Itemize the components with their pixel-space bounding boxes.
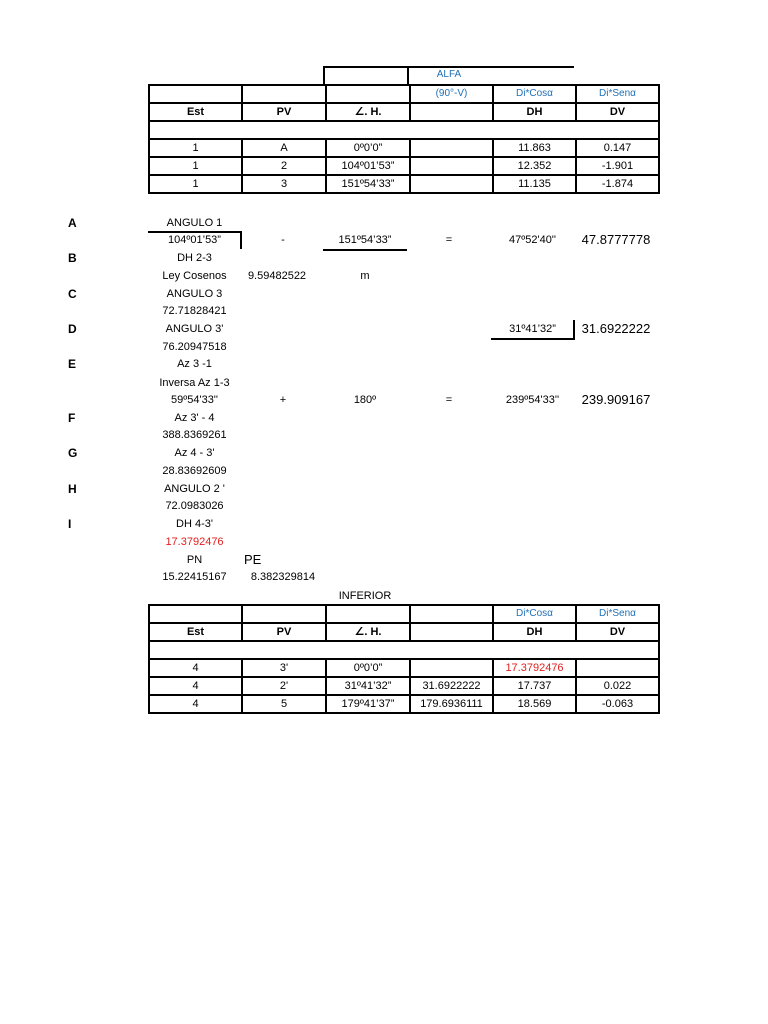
cell: 0.022 (576, 677, 659, 695)
cell: -0.063 (576, 695, 659, 713)
step-d-title: ANGULO 3' (165, 323, 224, 335)
pn-value: 15.22415167 (162, 571, 227, 583)
step-a-dec: 47.8777778 (581, 232, 651, 247)
step-d-res: 31º41’32” (509, 323, 556, 335)
cell: 1 (149, 157, 242, 175)
bottom-disen-label: Di*Senα (599, 608, 636, 619)
table-row (149, 659, 659, 677)
bottom-col-pv: PV (242, 623, 326, 641)
step-b-title: DH 2-3 (177, 252, 212, 264)
top-col-est: Est (149, 103, 242, 121)
cell: 11.135 (493, 175, 576, 193)
step-i-title: DH 4-3' (176, 518, 213, 530)
step-b-sub: Ley Cosenos (162, 270, 227, 282)
step-e-dec: 239.909167 (581, 392, 651, 407)
pe-value: 8.382329814 (250, 571, 316, 583)
cell: 12.352 (493, 157, 576, 175)
step-letter-e: E (68, 357, 77, 371)
top-col-blank (410, 103, 493, 121)
table-row (149, 695, 659, 713)
step-letter-a: A (68, 216, 77, 230)
alfa-label: ALFA (436, 69, 462, 80)
top-col-angle: ∠. H. (326, 103, 410, 121)
step-e-v1: 59º54'33'' (170, 394, 219, 406)
step-letter-g: G (68, 446, 78, 460)
step-letter-c: C (68, 287, 77, 301)
cell: 3 (242, 175, 326, 193)
bottom-data-table (148, 604, 660, 714)
step-a-v2: 151º54’33” (338, 234, 392, 246)
cell: 1 (149, 139, 242, 157)
cell (410, 157, 493, 175)
step-a-op: - (281, 234, 285, 246)
step-d-dec: 31.6922222 (581, 321, 651, 336)
step-g-title: Az 4 - 3' (174, 447, 215, 459)
cell: 2 (242, 157, 326, 175)
bottom-col-dh: DH (493, 623, 576, 641)
alfa-sub: (90°-V) (435, 88, 468, 99)
cell (410, 659, 493, 677)
step-letter-i: I (68, 517, 72, 531)
cell (576, 659, 659, 677)
step-f-title: Az 3' - 4 (174, 412, 215, 424)
cell: 17.737 (493, 677, 576, 695)
step-letter-h: H (68, 482, 77, 496)
bottom-col-est: Est (149, 623, 242, 641)
top-col-dv: DV (576, 103, 659, 121)
step-a-v1: 104º01’53” (168, 234, 221, 246)
cell: 0.147 (576, 139, 659, 157)
cell: 11.863 (493, 139, 576, 157)
cell: 18.569 (493, 695, 576, 713)
step-e-v2: 180º (353, 394, 377, 406)
pe-label: PE (244, 552, 262, 567)
step-e-eq: = (445, 394, 453, 406)
cell (410, 139, 493, 157)
step-a-eq: = (445, 234, 453, 246)
top-header-table (148, 84, 660, 194)
step-d-val: 76.20947518 (162, 341, 227, 353)
pn-label: PN (186, 554, 203, 566)
step-a-res: 47º52'40'' (508, 234, 557, 246)
table-row (149, 677, 659, 695)
cell: -1.874 (576, 175, 659, 193)
table-row (149, 139, 659, 157)
step-c-title: ANGULO 3 (166, 288, 223, 300)
bottom-col-dv: DV (576, 623, 659, 641)
table-row (149, 157, 659, 175)
cell: 2' (242, 677, 326, 695)
step-g-val: 28.83692609 (162, 465, 227, 477)
bottom-col-angle: ∠. H. (326, 623, 410, 641)
cell: 1 (149, 175, 242, 193)
step-c-val: 72.71828421 (162, 305, 227, 317)
cell: 17.3792476 (493, 659, 576, 677)
step-letter-d: D (68, 322, 77, 336)
cell: 4 (149, 695, 242, 713)
step-h-val: 72.0983026 (165, 500, 224, 512)
step-a-title: ANGULO 1 (166, 217, 223, 229)
step-b-unit: m (360, 270, 370, 282)
cell: 4 (149, 659, 242, 677)
cell: 31º41’32” (326, 677, 410, 695)
cell: 31.6922222 (410, 677, 493, 695)
cell: 151º54’33” (326, 175, 410, 193)
step-e-title: Az 3 -1 (177, 358, 212, 370)
cell: -1.901 (576, 157, 659, 175)
step-b-val: 9.59482522 (247, 270, 307, 282)
step-i-val: 17.3792476 (165, 536, 224, 548)
cell: 179.6936111 (410, 695, 493, 713)
cell (410, 175, 493, 193)
step-letter-f: F (68, 411, 76, 425)
cell: 3' (242, 659, 326, 677)
top-col-dh: DH (493, 103, 576, 121)
cell: 5 (242, 695, 326, 713)
cell: 104º01’53” (326, 157, 410, 175)
bottom-caption: INFERIOR (338, 590, 392, 602)
cell: 0º0’0” (326, 659, 410, 677)
table-row (149, 175, 659, 193)
top-col-pv: PV (242, 103, 326, 121)
cell: A (242, 139, 326, 157)
step-e-res: 239º54'33'' (505, 394, 560, 406)
step-f-val: 388.8369261 (162, 429, 227, 441)
top-dicos-label: Di*Cosα (516, 88, 553, 99)
bottom-col-blank (410, 623, 493, 641)
cell: 0º0’0” (326, 139, 410, 157)
step-e-op: + (279, 394, 287, 406)
step-e-sub: Inversa Az 1-3 (159, 377, 230, 389)
step-h-title: ANGULO 2 ' (164, 483, 225, 495)
bottom-dicos-label: Di*Cosα (516, 608, 553, 619)
cell: 179º41’37” (326, 695, 410, 713)
step-letter-b: B (68, 251, 77, 265)
top-disen-label: Di*Senα (599, 88, 636, 99)
cell: 4 (149, 677, 242, 695)
